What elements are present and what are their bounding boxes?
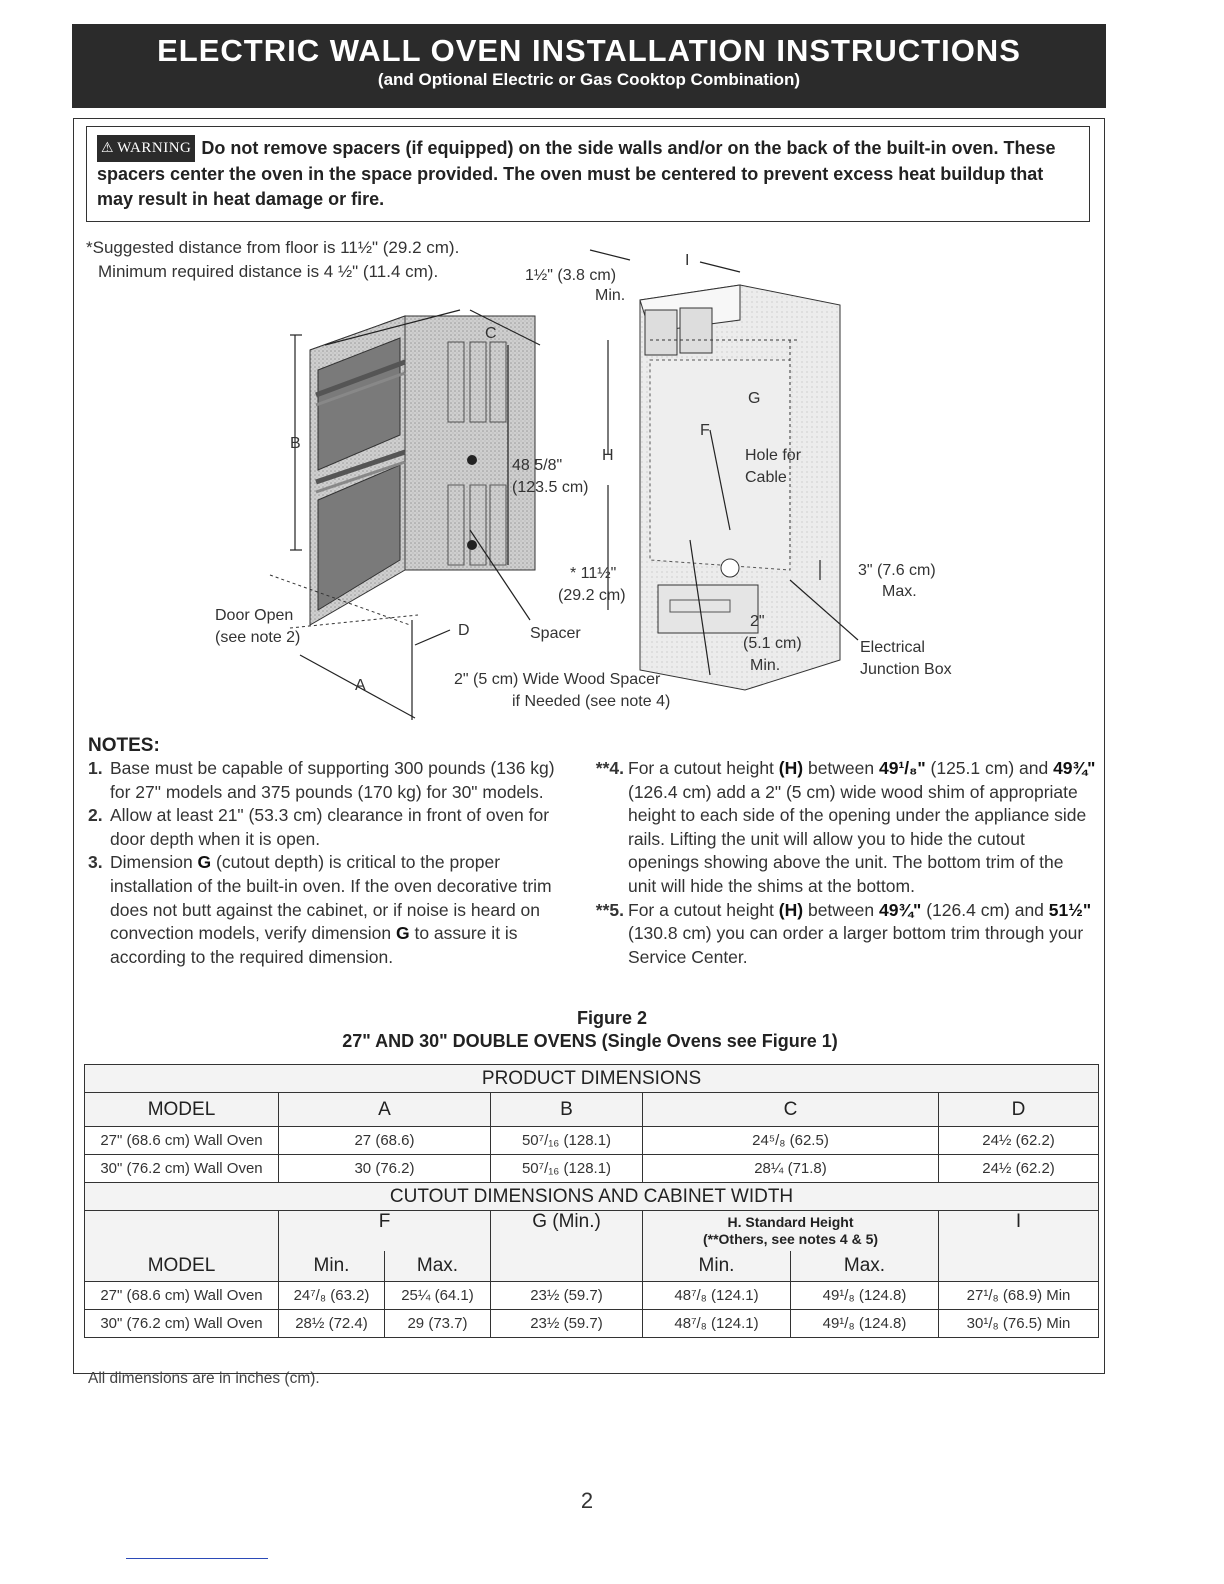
note-3-g2: G <box>395 923 410 944</box>
note-4-part-a: For a cutout height <box>628 758 779 778</box>
label-min-gap-min: Min. <box>595 287 626 304</box>
label-door-open-1: Door Open <box>215 607 294 624</box>
label-two-cm: (5.1 cm) <box>743 635 802 652</box>
label-wood-spacer-2: if Needed (see note 4) <box>512 693 671 710</box>
product-cell-b: 50⁷/₁₆ (128.1) <box>491 1127 643 1155</box>
cutout-cell-f-min: 24⁷/₈ (63.2) <box>279 1282 385 1310</box>
label-height-cm: (123.5 cm) <box>512 479 589 496</box>
notes-title: NOTES: <box>88 735 160 756</box>
product-header-c: C <box>643 1093 939 1127</box>
label-two-in: 2" <box>750 613 765 630</box>
note-3-number: 3. <box>88 852 103 873</box>
note-3-g: G <box>197 852 212 873</box>
product-cell-d: 24½ (62.2) <box>939 1155 1099 1183</box>
note-1-number: 1. <box>88 758 103 778</box>
note-5-part-a: For a cutout height <box>628 899 779 920</box>
note-5-value-2: 51½" <box>1048 899 1092 920</box>
note-3 <box>88 851 568 969</box>
product-cell-b: 50⁷/₁₆ (128.1) <box>491 1155 643 1183</box>
cutout-cell-model: 30" (76.2 cm) Wall Oven <box>85 1310 279 1338</box>
note-4-text <box>628 757 1096 899</box>
table-row <box>85 1127 1099 1155</box>
cutout-header-f: F <box>279 1211 491 1252</box>
note-5-number: **5. <box>595 899 624 920</box>
warning-badge-label: WARNING <box>117 140 192 156</box>
cutout-header-h-line1: H. Standard Height <box>727 1214 854 1230</box>
cutout-dimensions-title: CUTOUT DIMENSIONS AND CABINET WIDTH <box>85 1183 1099 1211</box>
suggested-line-2: Minimum required distance is 4 ½" (11.4 cm). <box>98 262 439 281</box>
label-spacer: Spacer <box>530 625 581 642</box>
cutout-cell-f-max: 25¼ (64.1) <box>385 1282 491 1310</box>
cutout-header-i: I <box>939 1211 1099 1282</box>
note-1 <box>88 757 568 804</box>
installation-diagram <box>190 230 980 720</box>
note-4-value-1: 49¹/₈" <box>878 758 926 778</box>
cutout-cell-g: 23½ (59.7) <box>491 1282 643 1310</box>
label-wood-spacer-1: 2" (5 cm) Wide Wood Spacer <box>454 671 661 688</box>
cutout-header-f-max: Max. <box>385 1251 491 1282</box>
warning-text: Do not remove spacers (if equipped) on the side walls and/or on the back of the built-in oven. These spacers center the oven in the space provided. The oven must be centered to prevent excess heat buildup that may result in heat damage or fire. <box>97 138 1056 209</box>
product-cell-model: 27" (68.6 cm) Wall Oven <box>85 1127 279 1155</box>
cutout-cell-h-max: 49¹/₈ (124.8) <box>791 1282 939 1310</box>
cutout-cell-i: 30¹/₈ (76.5) Min <box>939 1310 1099 1338</box>
cutout-cell-f-max: 29 (73.7) <box>385 1310 491 1338</box>
cutout-header-g: G (Min.) <box>491 1211 643 1282</box>
figure-caption: 27" AND 30" DOUBLE OVENS (Single Ovens see Figure 1) <box>342 1031 838 1051</box>
note-1-text: Base must be capable of supporting 300 pounds (136 kg) for 27" models and 375 pounds (170 kg) for 30" models. <box>110 758 555 802</box>
table-row <box>85 1155 1099 1183</box>
label-two-min: Min. <box>750 657 781 674</box>
note-4-value-2: 49¾" <box>1053 758 1096 778</box>
cutout-header-h-max: Max. <box>791 1251 939 1282</box>
footer-rule <box>126 1558 268 1559</box>
note-4-number: **4. <box>595 758 624 778</box>
label-elec-1: Electrical <box>860 639 925 656</box>
warning-triangle-icon: ⚠ <box>101 141 115 156</box>
page-subtitle: (and Optional Electric or Gas Cooktop Combination) <box>377 70 801 89</box>
note-4-part-b: between <box>803 758 879 778</box>
notes-left-column <box>88 757 568 969</box>
table-row <box>85 1310 1099 1338</box>
label-dim-i: I <box>685 252 690 269</box>
note-2 <box>88 804 568 851</box>
notes-right-column <box>586 757 1096 969</box>
note-5-h: (H) <box>778 899 804 920</box>
note-5-value-1: 49¾" <box>878 899 922 920</box>
note-3-part-a: Dimension <box>110 852 198 873</box>
cutout-header-h-line2: (**Others, see notes 4 & 5) <box>702 1231 879 1247</box>
note-4-h: (H) <box>778 758 804 778</box>
note-4-part-c: (125.1 cm) and <box>925 758 1054 778</box>
oven-illustration <box>310 316 535 625</box>
cutout-header-h-min: Min. <box>643 1251 791 1282</box>
cutout-cell-h-min: 48⁷/₈ (124.1) <box>643 1282 791 1310</box>
page-number: 2 <box>580 1488 594 1513</box>
dimensions-footnote: All dimensions are in inches (cm). <box>88 1370 320 1387</box>
label-floor-in: * 11½" <box>570 565 617 582</box>
label-elec-2: Junction Box <box>860 661 952 678</box>
cutout-cell-model: 27" (68.6 cm) Wall Oven <box>85 1282 279 1310</box>
label-floor-cm: (29.2 cm) <box>558 587 626 604</box>
warning-box <box>86 126 1090 222</box>
label-dim-a: A <box>355 677 366 694</box>
product-dimensions-title: PRODUCT DIMENSIONS <box>85 1065 1099 1093</box>
cutout-cell-h-max: 49¹/₈ (124.8) <box>791 1310 939 1338</box>
product-cell-d: 24½ (62.2) <box>939 1127 1099 1155</box>
product-header-a: A <box>279 1093 491 1127</box>
product-header-d: D <box>939 1093 1099 1127</box>
note-3-part-b: (cutout depth) is critical to the proper installation of the built-in oven. If the oven decorative trim does not butt against the cabinet, or if noise is heard on convection models, verify dimension <box>110 852 552 944</box>
figure-label: Figure 2 <box>576 1008 647 1028</box>
label-dim-f: F <box>700 422 710 439</box>
cabinet-illustration <box>640 285 840 690</box>
note-4-part-d: (126.4 cm) add a 2" (5 cm) wide wood shim of appropriate height to each side of the opening under the appliance side rails. Lifting the unit will allow you to hide the cutout openings showing above the unit. The bottom trim of the unit will hide the shims at the bottom. <box>628 781 1087 896</box>
cutout-cell-g: 23½ (59.7) <box>491 1310 643 1338</box>
warning-badge <box>97 135 195 162</box>
dimensions-table <box>84 1064 1099 1338</box>
label-hole-1: Hole for <box>745 447 802 464</box>
label-dim-h: H <box>602 447 614 464</box>
label-min-gap: 1½" (3.8 cm) <box>525 267 617 284</box>
page-title: ELECTRIC WALL OVEN INSTALLATION INSTRUCTIONS <box>157 33 1021 68</box>
label-dim-d: D <box>458 622 470 639</box>
cutout-cell-f-min: 28½ (72.4) <box>279 1310 385 1338</box>
note-2-number: 2. <box>88 805 103 826</box>
product-cell-a: 30 (76.2) <box>279 1155 491 1183</box>
label-dim-g: G <box>748 390 761 407</box>
product-cell-c: 28¼ (71.8) <box>643 1155 939 1183</box>
note-5-part-d: (130.8 cm) you can order a larger bottom trim through your Service Center. <box>628 923 1084 967</box>
cutout-cell-h-min: 48⁷/₈ (124.1) <box>643 1310 791 1338</box>
note-5-part-c: (126.4 cm) and <box>921 899 1049 920</box>
label-dim-c: C <box>485 325 497 342</box>
note-4 <box>586 757 1096 899</box>
header-banner <box>72 24 1106 108</box>
note-3-text <box>110 851 568 969</box>
product-cell-c: 24⁵/₈ (62.5) <box>643 1127 939 1155</box>
product-cell-a: 27 (68.6) <box>279 1127 491 1155</box>
label-three-max: Max. <box>882 583 917 600</box>
product-header-b: B <box>491 1093 643 1127</box>
cutout-cell-i: 27¹/₈ (68.9) Min <box>939 1282 1099 1310</box>
cutout-header-h <box>643 1211 939 1252</box>
product-header-model: MODEL <box>85 1093 279 1127</box>
table-row <box>85 1282 1099 1310</box>
product-cell-model: 30" (76.2 cm) Wall Oven <box>85 1155 279 1183</box>
note-3-part-c: to assure it is according to the required dimension. <box>110 923 518 967</box>
label-hole-2: Cable <box>745 469 787 486</box>
label-height-in: 48 5/8" <box>512 457 563 474</box>
note-5-part-b: between <box>803 899 879 920</box>
note-5 <box>586 899 1096 970</box>
cutout-header-model: MODEL <box>85 1211 279 1282</box>
suggested-line-1: *Suggested distance from floor is 11½" (29.2 cm). <box>86 238 460 257</box>
cutout-header-f-min: Min. <box>279 1251 385 1282</box>
label-door-open-2: (see note 2) <box>215 629 301 646</box>
note-2-text: Allow at least 21" (53.3 cm) clearance in front of oven for door depth when it is open. <box>110 805 550 849</box>
label-dim-b: B <box>290 435 301 452</box>
label-three-in: 3" (7.6 cm) <box>858 562 936 579</box>
note-5-text <box>628 899 1096 970</box>
